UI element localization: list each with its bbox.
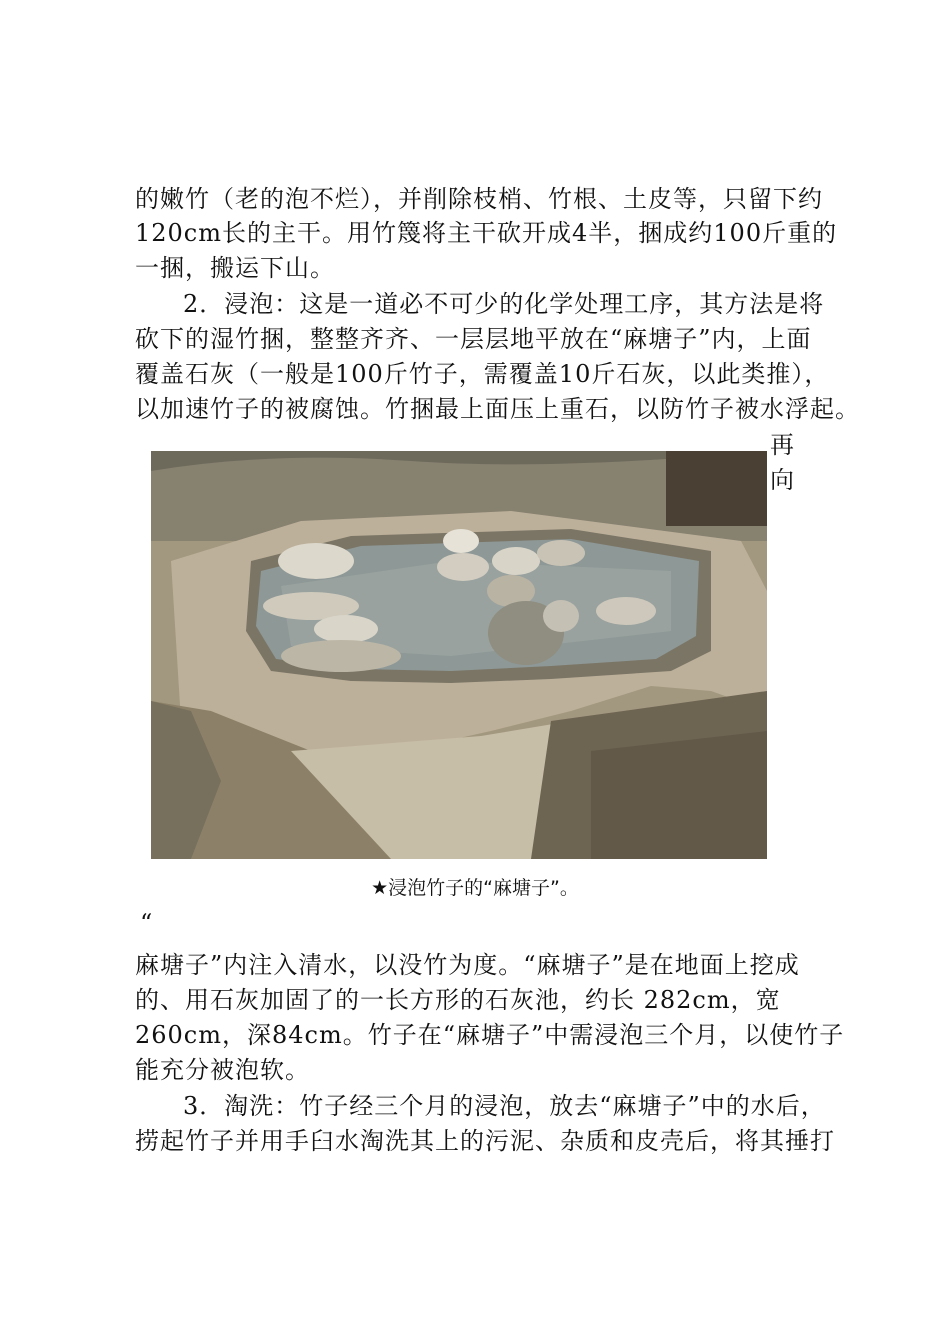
paragraph-line: 捞起竹子并用手臼水淘洗其上的污泥、杂质和皮壳后，将其捶打 [135, 1127, 835, 1155]
paragraph-line: 砍下的湿竹捆，整整齐齐、一层层地平放在“麻塘子”内，上面 [135, 325, 812, 353]
section-heading-washing: 3．淘洗：竹子经三个月的浸泡，放去“麻塘子”中的水后， [183, 1092, 826, 1120]
paragraph-line: 的、用石灰加固了的一长方形的石灰池，约长 282cm，宽 [135, 986, 781, 1014]
paragraph-line: 260cm，深84cm。竹子在“麻塘子”中需浸泡三个月，以使竹子 [135, 1021, 845, 1049]
paragraph-line: 以加速竹子的被腐蚀。竹捆最上面压上重石，以防竹子被水浮起。 [135, 395, 860, 423]
paragraph-line: 一捆，搬运下山。 [135, 254, 335, 282]
figure-photo-lime-pit [151, 451, 767, 859]
paragraph-line: 能充分被泡软。 [135, 1056, 310, 1084]
figure-caption: ★浸泡竹子的“麻塘子”。 [371, 877, 579, 899]
paragraph-line: 麻塘子”内注入清水，以没竹为度。“麻塘子”是在地面上挖成 [135, 951, 800, 979]
paragraph-line: 的嫩竹（老的泡不烂），并削除枝梢、竹根、土皮等，只留下约 [135, 185, 823, 213]
paragraph-line: 覆盖石灰（一般是100斤竹子，需覆盖10斤石灰，以此类推）， [135, 360, 830, 388]
paragraph-line: 120cm长的主干。用竹篾将主干砍开成4半，捆成约100斤重的 [135, 219, 838, 247]
section-heading-soaking: 2．浸泡：这是一道必不可少的化学处理工序，其方法是将 [183, 290, 825, 318]
wrapped-side-text: 再 [770, 431, 794, 459]
wrapped-side-text: 向 [770, 466, 794, 494]
open-quote-mark: “ [140, 909, 153, 937]
